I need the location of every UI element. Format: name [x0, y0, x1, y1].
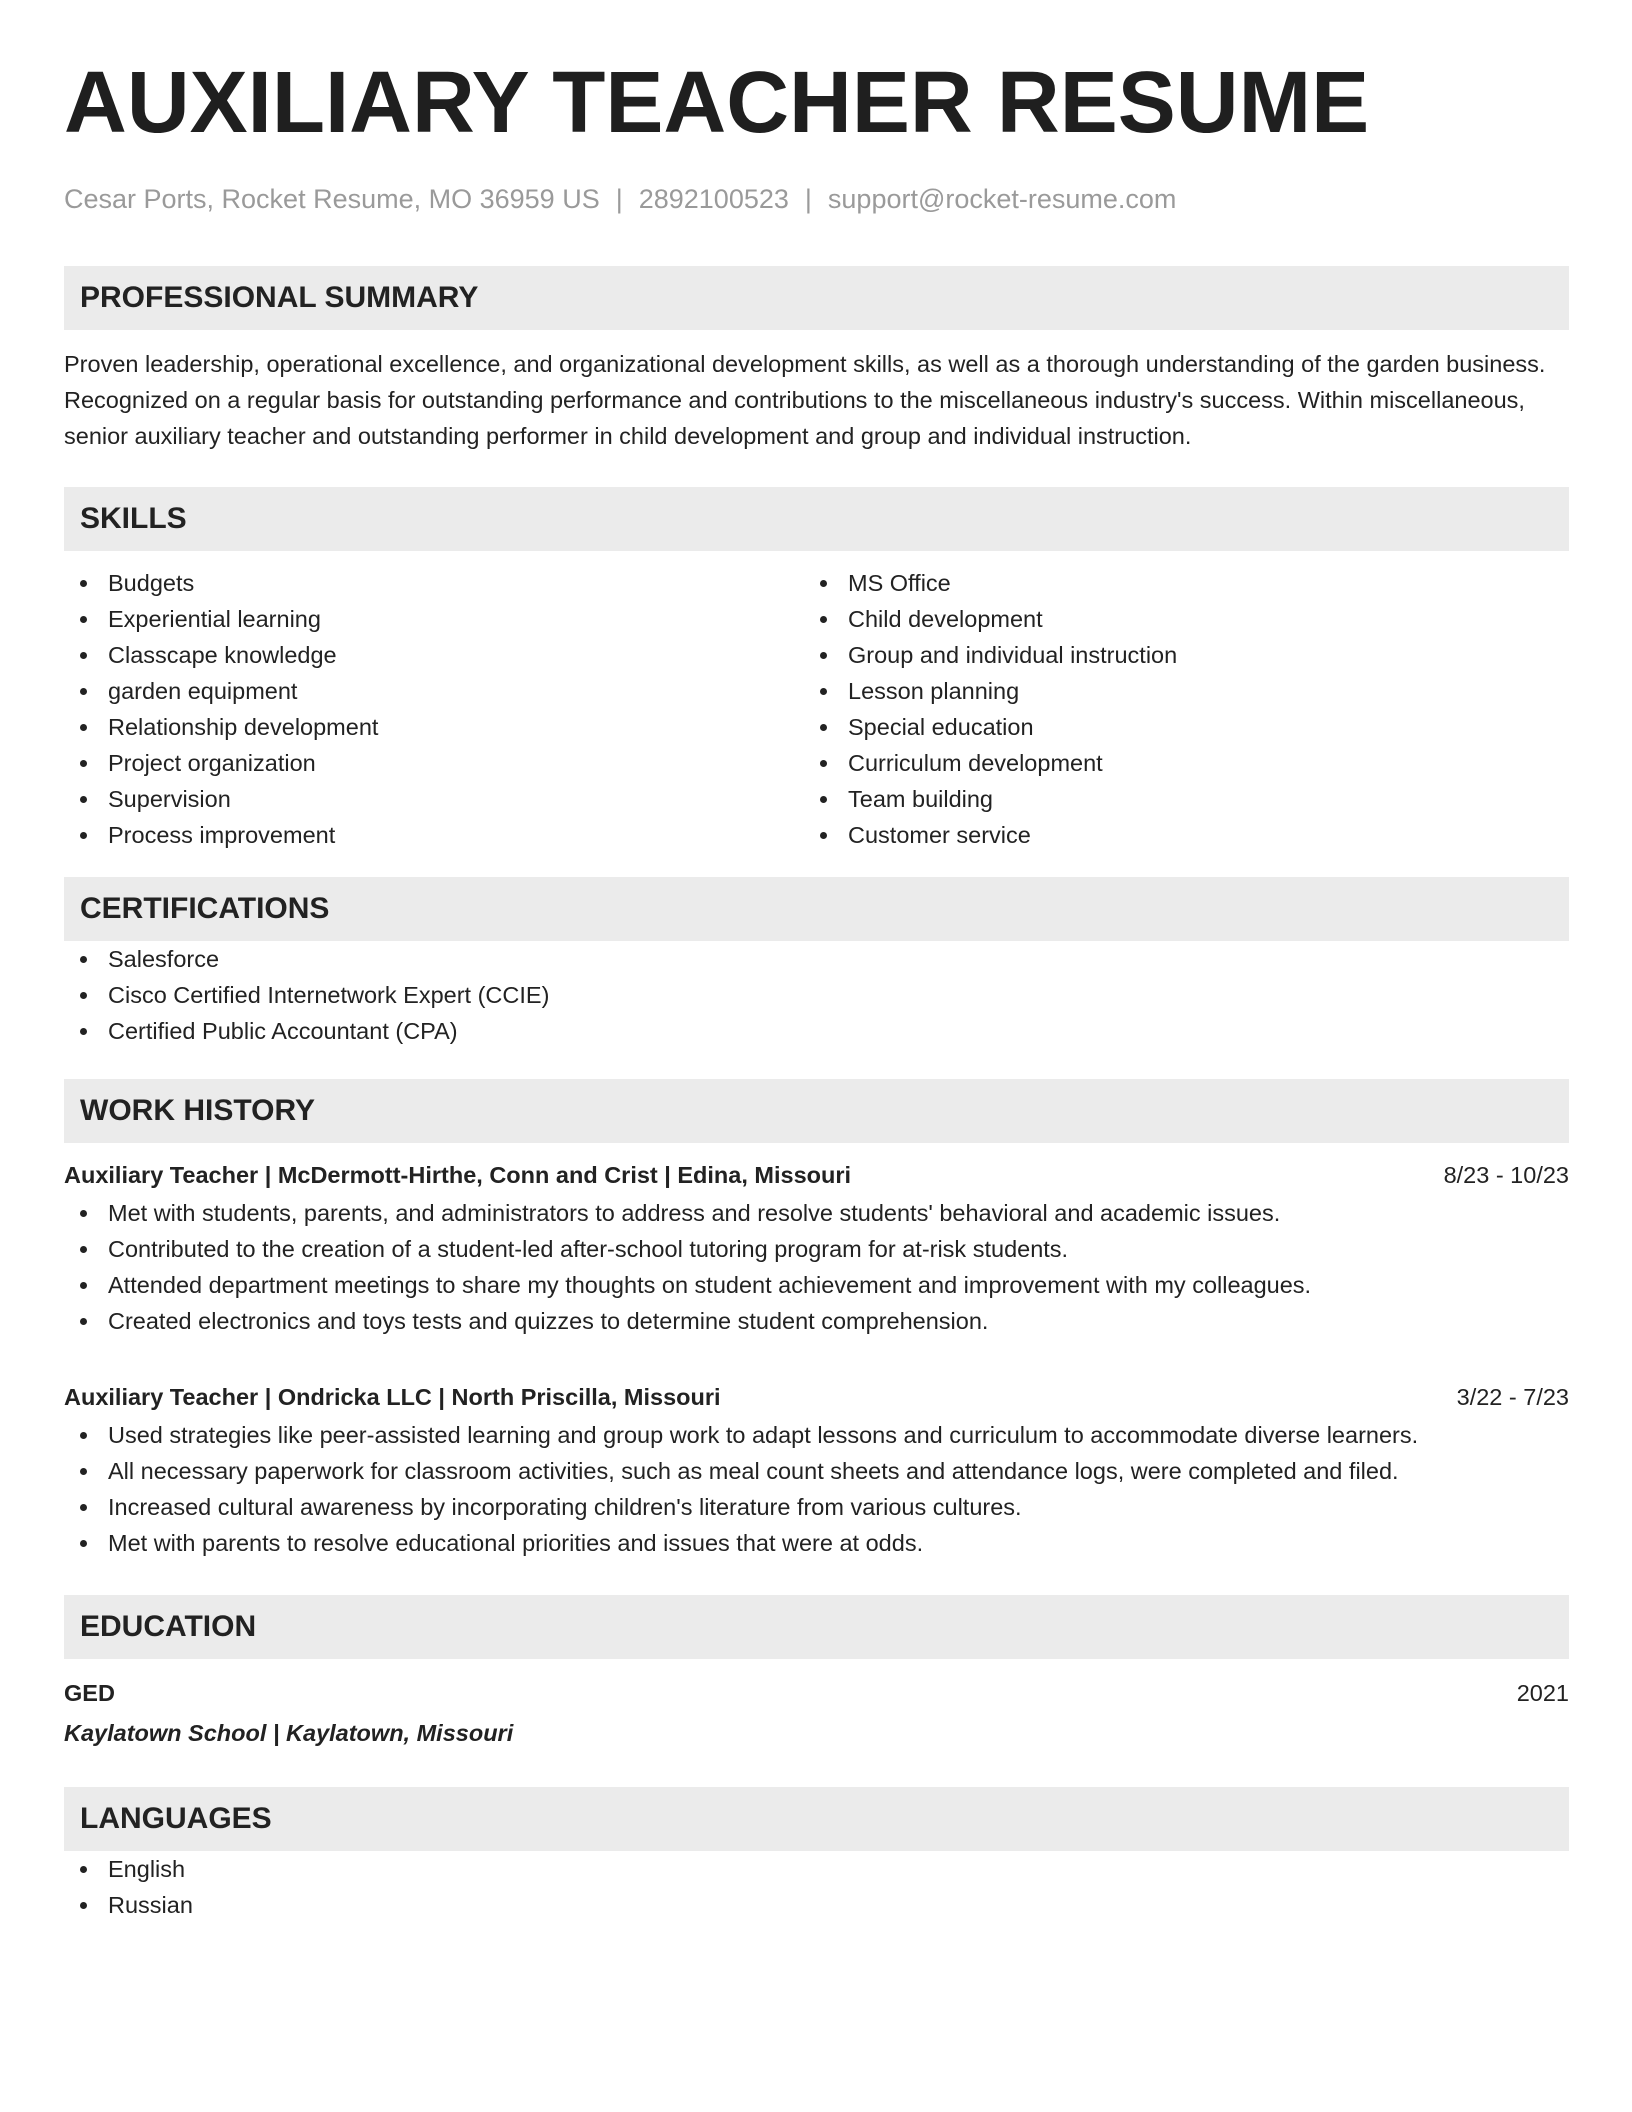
job-header [64, 1155, 1569, 1195]
skill-item: Classcape knowledge [64, 637, 804, 673]
contact-address: Cesar Ports, Rocket Resume, MO 36959 US [64, 184, 600, 214]
skill-item: Customer service [804, 817, 1544, 853]
skills-columns [64, 565, 1569, 853]
job-header [64, 1377, 1569, 1417]
education-school: Kaylatown School | Kaylatown, Missouri [64, 1720, 514, 1746]
education-year: 2021 [1516, 1680, 1569, 1706]
certification-item: Salesforce [64, 941, 1569, 977]
section-heading-skills: SKILLS [64, 487, 1569, 551]
language-item: Russian [64, 1887, 1569, 1923]
skill-item: Team building [804, 781, 1544, 817]
job-duty-item: All necessary paperwork for classroom activities, such as meal count sheets and attendance logs, were completed and filed. [64, 1453, 1569, 1489]
job-duty-item: Created electronics and toys tests and quizzes to determine student comprehension. [64, 1303, 1569, 1339]
job-duty-item: Attended department meetings to share my thoughts on student achievement and improvement with my colleagues. [64, 1267, 1569, 1303]
section-heading-languages: LANGUAGES [64, 1787, 1569, 1851]
skills-list-left [64, 565, 804, 853]
section-heading-work-history: WORK HISTORY [64, 1079, 1569, 1143]
language-item: English [64, 1851, 1569, 1887]
skill-item: Lesson planning [804, 673, 1544, 709]
job-duties-list [64, 1417, 1569, 1561]
education-degree: GED [64, 1680, 115, 1706]
languages-list [64, 1851, 1569, 1923]
job-title: Auxiliary Teacher | McDermott-Hirthe, Conn and Crist | Edina, Missouri [64, 1162, 852, 1188]
skill-item: Project organization [64, 745, 804, 781]
job-duty-item: Contributed to the creation of a student-led after-school tutoring program for at-risk students. [64, 1231, 1569, 1267]
job-duty-item: Increased cultural awareness by incorporating children's literature from various cultures. [64, 1489, 1569, 1525]
job-duty-item: Used strategies like peer-assisted learning and group work to adapt lessons and curriculum to accommodate diverse learners. [64, 1417, 1569, 1453]
education-entry [64, 1675, 1569, 1711]
skill-item: Relationship development [64, 709, 804, 745]
job-dates: 3/22 - 7/23 [1456, 1384, 1569, 1410]
certifications-list [64, 941, 1569, 1049]
skill-item: MS Office [804, 565, 1544, 601]
job-duty-item: Met with students, parents, and administrators to address and resolve students' behavioral and academic issues. [64, 1195, 1569, 1231]
contact-phone: 2892100523 [638, 184, 789, 214]
section-heading-certifications: CERTIFICATIONS [64, 877, 1569, 941]
resume-title: AUXILIARY TEACHER RESUME [64, 54, 1370, 151]
contact-separator: | [615, 184, 623, 214]
section-heading-summary: PROFESSIONAL SUMMARY [64, 266, 1569, 330]
skill-item: Special education [804, 709, 1544, 745]
skill-item: Child development [804, 601, 1544, 637]
skill-item: Process improvement [64, 817, 804, 853]
certification-item: Certified Public Accountant (CPA) [64, 1013, 1569, 1049]
contact-line [64, 184, 1569, 214]
section-heading-education: EDUCATION [64, 1595, 1569, 1659]
job-duties-list [64, 1195, 1569, 1339]
skill-item: Supervision [64, 781, 804, 817]
skills-list-right [804, 565, 1544, 853]
job-duty-item: Met with parents to resolve educational priorities and issues that were at odds. [64, 1525, 1569, 1561]
job-title: Auxiliary Teacher | Ondricka LLC | North Priscilla, Missouri [64, 1384, 721, 1410]
skill-item: Curriculum development [804, 745, 1544, 781]
job-entry [64, 1377, 1569, 1561]
contact-separator: | [804, 184, 812, 214]
summary-paragraph: Proven leadership, operational excellence, and organizational development skills, as well as a thorough understanding of the garden business. Recognized on a regular basis for outstanding performance and contributions to the miscellaneous industry's success. Within miscellaneous, senior auxiliary teacher and outstanding performer in child development and group and individual instruction. [64, 351, 1546, 449]
contact-email: support@rocket-resume.com [827, 184, 1177, 214]
job-dates: 8/23 - 10/23 [1443, 1162, 1569, 1188]
certification-item: Cisco Certified Internetwork Expert (CCIE) [64, 977, 1569, 1013]
skill-item: Experiential learning [64, 601, 804, 637]
skill-item: Group and individual instruction [804, 637, 1544, 673]
skill-item: Budgets [64, 565, 804, 601]
skill-item: garden equipment [64, 673, 804, 709]
job-entry [64, 1155, 1569, 1339]
